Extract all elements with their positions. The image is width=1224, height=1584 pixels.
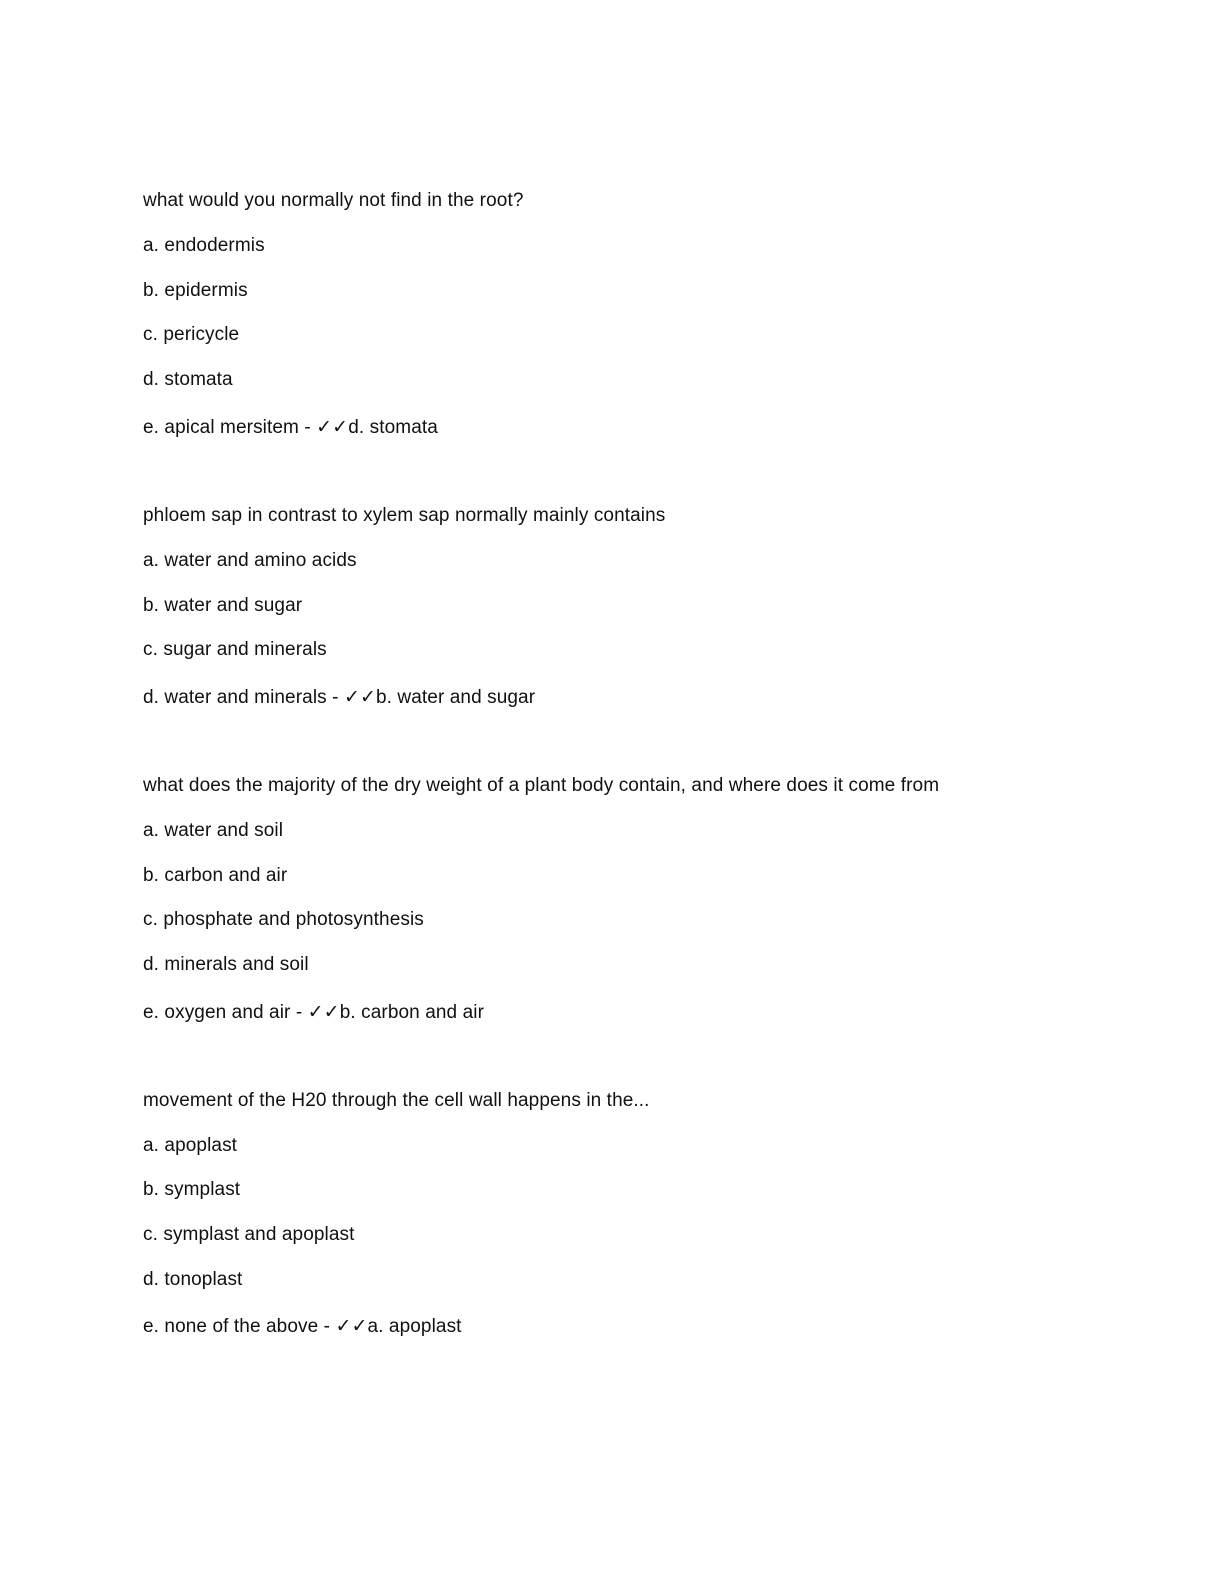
- answer-separator: -: [318, 1316, 336, 1337]
- question-4-choice-c: c. symplast and apoplast: [143, 1224, 355, 1245]
- question-1-choice-c: c. pericycle: [143, 324, 240, 345]
- question-2-prompt: phloem sap in contrast to xylem sap normally mainly contains: [143, 505, 666, 526]
- question-3-answer: b. carbon and air: [339, 1002, 484, 1023]
- question-2-answer: b. water and sugar: [375, 687, 536, 708]
- question-2-final-line: [143, 685, 535, 710]
- double-check-icon: ✓✓: [343, 686, 376, 708]
- question-4-answer: a. apoplast: [367, 1316, 462, 1337]
- double-check-icon: ✓✓: [335, 1315, 368, 1337]
- question-4-final-line: [143, 1314, 462, 1339]
- question-1-choice-e: e. apical mersitem: [143, 417, 299, 438]
- question-3-choice-d: d. minerals and soil: [143, 954, 309, 975]
- question-4-choice-e: e. none of the above: [143, 1316, 319, 1337]
- question-4-prompt: movement of the H20 through the cell wall happens in the...: [143, 1090, 650, 1111]
- question-3-choice-b: b. carbon and air: [143, 865, 288, 886]
- question-3-final-line: [143, 1000, 484, 1025]
- answer-separator: -: [326, 687, 344, 708]
- question-4-choice-a: a. apoplast: [143, 1135, 238, 1156]
- question-1-final-line: [143, 415, 438, 440]
- answer-separator: -: [290, 1002, 308, 1023]
- question-1-choice-b: b. epidermis: [143, 280, 248, 301]
- answer-separator: -: [298, 417, 317, 438]
- question-2-choice-b: b. water and sugar: [143, 595, 303, 616]
- question-3-choice-e: e. oxygen and air: [143, 1002, 291, 1023]
- question-3-prompt: what does the majority of the dry weight of a plant body contain, and where does it come from: [143, 775, 940, 796]
- question-2-choice-c: c. sugar and minerals: [143, 639, 327, 660]
- question-3-choice-a: a. water and soil: [143, 820, 284, 841]
- question-2-choice-d: d. water and minerals: [143, 687, 327, 708]
- question-1-choice-d: d. stomata: [143, 369, 233, 390]
- question-4-choice-d: d. tonoplast: [143, 1269, 243, 1290]
- double-check-icon: ✓✓: [316, 416, 349, 438]
- question-1-answer: d. stomata: [348, 417, 438, 438]
- question-2-choice-a: a. water and amino acids: [143, 550, 357, 571]
- question-1-choice-a: a. endodermis: [143, 235, 265, 256]
- double-check-icon: ✓✓: [307, 1001, 340, 1023]
- question-3-choice-c: c. phosphate and photosynthesis: [143, 909, 424, 930]
- question-1-prompt: what would you normally not find in the root?: [143, 190, 524, 211]
- question-4-choice-b: b. symplast: [143, 1179, 241, 1200]
